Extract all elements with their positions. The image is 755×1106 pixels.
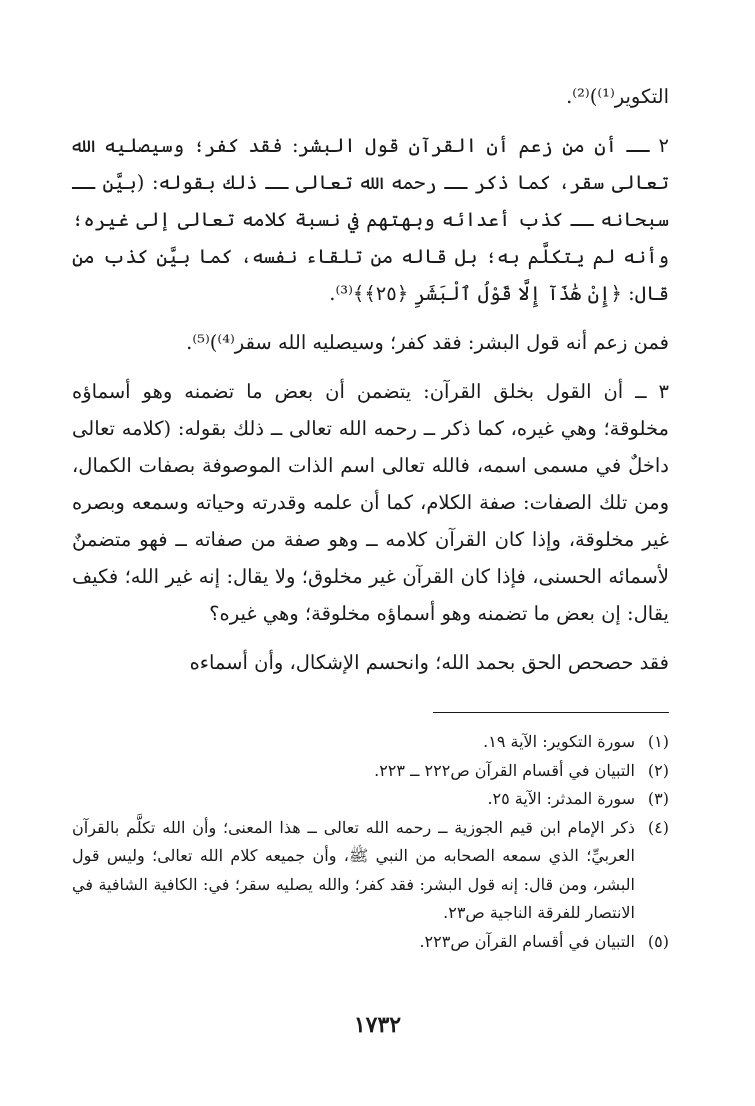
paragraph-5: فقد حصحص الحق بحمد الله؛ وانحسم الإشكال، وأن أسماءه [189, 651, 669, 674]
paragraph-3: فمن زعم أنه قول البشر: فقد كفر؛ وسيصليه الله سقر⁽⁴⁾)⁽⁵⁾. [186, 331, 669, 354]
footnotes-list [72, 728, 669, 956]
footnote-divider [433, 712, 669, 713]
paragraph-1: التكوير⁽¹⁾)⁽²⁾. [566, 85, 669, 108]
footnote-text: ذكر الإمام ابن قيم الجوزية ــ رحمه الله تعالى ــ هذا المعنى؛ وأن الله تكلَّم بالقرآن العربيِّ؛ الذي سمعه الصحابه من النبي ﷺ، وأن جميعه كلام الله تعالى؛ وليس قول البشر، ومن قال: إنه قول البشر: فقد كفر؛ والله يصليه سقر؛ في: الكافية الشافية في الانتصار للفرقة الناجية ص٢٣. [72, 817, 636, 922]
page-number: ١٧٣٢ [353, 1012, 402, 1038]
paragraph-4: ٣ ــ أن القول بخلق القرآن: يتضمن أن بعض ما تضمنه وهو أسماؤه مخلوقة؛ وهي غيره، كما ذكر ــ رحمه الله تعالى ــ ذلك بقوله: (كلامه تعالى داخلٌ في مسمى اسمه، فالله تعالى اسم الذات الموصوفة بصفات الكمال، ومن تلك الصفات: صفة الكلام، كما أن علمه وقدرته وحياته وسمعه وبصره غير مخلوقة، وإذا كان القرآن كلامه ــ وهو صفة من صفاته ــ فهو متضمنٌ لأسمائه الحسنى، فإذا كان القرآن غير مخلوق؛ ولا يقال: إنه غير الله؛ فكيف يقال: إن بعض ما تضمنه وهو أسماؤه مخلوقة؛ وهي غيره؟ [72, 380, 669, 625]
footnote-number: (٢) [647, 760, 669, 780]
footnote-item [72, 928, 669, 957]
footnote-text: التبيان في أقسام القرآن ص٢٢٣. [419, 931, 635, 951]
footnote-text: سورة المدثر: الآية ٢٥. [487, 789, 635, 808]
footnote-item [72, 785, 669, 814]
footnote-text: التبيان في أقسام القرآن ص٢٢٢ ــ ٢٢٣. [374, 760, 635, 780]
footnote-item [72, 728, 669, 757]
paragraph-2: ٢ ــ أن من زعم أن القرآن قول البشر: فقد كفر؛ وسيصليه الله تعالى سقر، كما ذكر ــ رحمه الله تعالى ــ ذلك بقوله: (بيَّن ــ سبحانه ــ كذب أعدائه وبهتهم في نسبة كلامه تعالى إلى غيره؛ وأنه لم يتكلَّم به؛ بل قاله من تلقاء نفسه، كما بيَّن كذب من قال: ﴿إِنْ هَٰذَآ إِلَّا قَوْلُ ٱلْبَشَرِ ﴿٢٥﴾﴾⁽³⁾. [72, 134, 669, 305]
footnote-number: (٤) [647, 817, 669, 837]
footnote-text: سورة التكوير: الآية ١٩. [483, 732, 635, 751]
footnote-number: (١) [647, 732, 669, 751]
footnote-item [72, 757, 669, 786]
footnote-number: (٣) [647, 789, 669, 808]
footnote-number: (٥) [647, 931, 669, 951]
main-text-block [72, 78, 669, 681]
footnote-item [72, 814, 669, 928]
